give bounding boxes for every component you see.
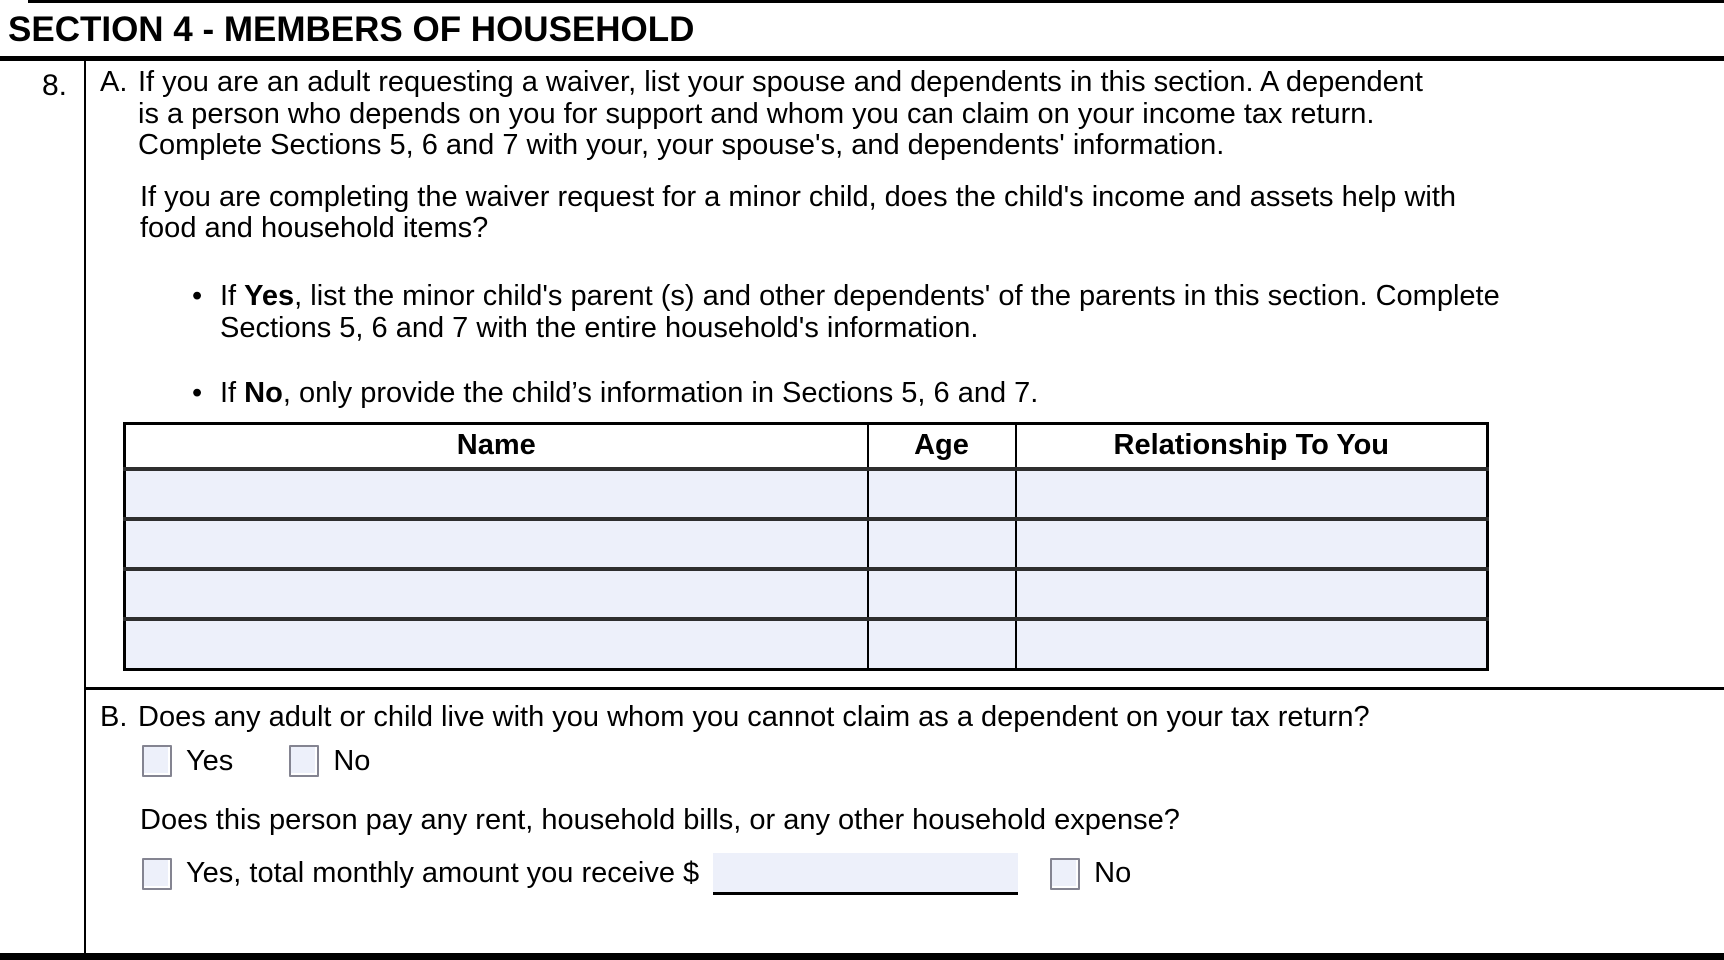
item-number: 8. <box>0 61 86 953</box>
question2-no-checkbox[interactable] <box>1050 858 1080 890</box>
minor-child-question: If you are completing the waiver request for a minor child, does the child's income and assets help with food and household items? <box>140 180 1457 245</box>
table-row <box>125 519 1488 569</box>
section-content <box>86 61 1724 953</box>
question2-yes-checkbox[interactable] <box>142 858 172 890</box>
part-b-label: B. <box>100 700 128 733</box>
age-cell[interactable] <box>868 519 1016 569</box>
question1-yes-checkbox[interactable] <box>142 745 172 777</box>
name-column-header: Name <box>125 423 868 469</box>
no-keyword: No <box>244 377 283 410</box>
monthly-amount-input[interactable] <box>713 853 1018 895</box>
bottom-divider <box>0 953 1724 960</box>
part-b-question1-text: Does any adult or child live with you whom you cannot claim as a dependent on your tax return? <box>138 700 1370 733</box>
yes-keyword: Yes <box>244 280 295 313</box>
name-cell[interactable] <box>125 519 868 569</box>
table-row <box>125 619 1488 669</box>
bullet-if-no <box>192 378 1688 410</box>
bullet-icon: • <box>192 280 203 313</box>
table-row <box>125 569 1488 619</box>
question1-yes-label: Yes <box>186 744 234 777</box>
question2-yes-label: Yes, total monthly amount you receive $ <box>186 857 700 890</box>
relationship-cell[interactable] <box>1016 619 1488 669</box>
part-a-b-divider <box>86 687 1724 690</box>
bullet-if-yes-text: If Yes, list the minor child's parent (s) and other dependents' of the parents in this section. Complete Sections 5, 6 and 7 with the entire household's information. <box>220 280 1500 344</box>
bullet-if-no-text: If No, only provide the child’s information in Sections 5, 6 and 7. <box>220 377 1039 410</box>
bullet-if-yes <box>192 281 1688 344</box>
age-column-header: Age <box>868 423 1016 469</box>
section-title: SECTION 4 - MEMBERS OF HOUSEHOLD <box>8 10 695 49</box>
part-b-question2: Does this person pay any rent, household bills, or any other household expense? <box>140 804 1180 837</box>
question1-no-label: No <box>333 744 371 777</box>
part-a-label: A. <box>100 66 128 98</box>
part-a-intro-text: If you are an adult requesting a waiver, list your spouse and dependents in this section. A dependent is a person who depends on you for support and whom you can claim on your income tax return. Complete Sections 5, 6 and 7 with your, your spouse's, and dependents' information. <box>138 66 1423 162</box>
part-b-question1 <box>100 702 1688 734</box>
age-cell[interactable] <box>868 569 1016 619</box>
relationship-cell[interactable] <box>1016 519 1488 569</box>
question1-options <box>142 745 1688 777</box>
question2-no-group <box>1050 858 1131 890</box>
name-cell[interactable] <box>125 469 868 519</box>
question2-no-label: No <box>1094 857 1132 890</box>
table-header-row <box>125 423 1488 469</box>
relationship-column-header: Relationship To You <box>1016 423 1488 469</box>
section-header <box>0 3 1724 56</box>
relationship-cell[interactable] <box>1016 469 1488 519</box>
table-row <box>125 469 1488 519</box>
part-a-paragraph <box>100 67 1688 162</box>
question2-options <box>142 853 1688 895</box>
age-cell[interactable] <box>868 469 1016 519</box>
name-cell[interactable] <box>125 619 868 669</box>
bullet-icon: • <box>192 377 203 410</box>
age-cell[interactable] <box>868 619 1016 669</box>
question1-no-checkbox[interactable] <box>289 745 319 777</box>
household-members-table <box>123 422 1489 671</box>
name-cell[interactable] <box>125 569 868 619</box>
relationship-cell[interactable] <box>1016 569 1488 619</box>
